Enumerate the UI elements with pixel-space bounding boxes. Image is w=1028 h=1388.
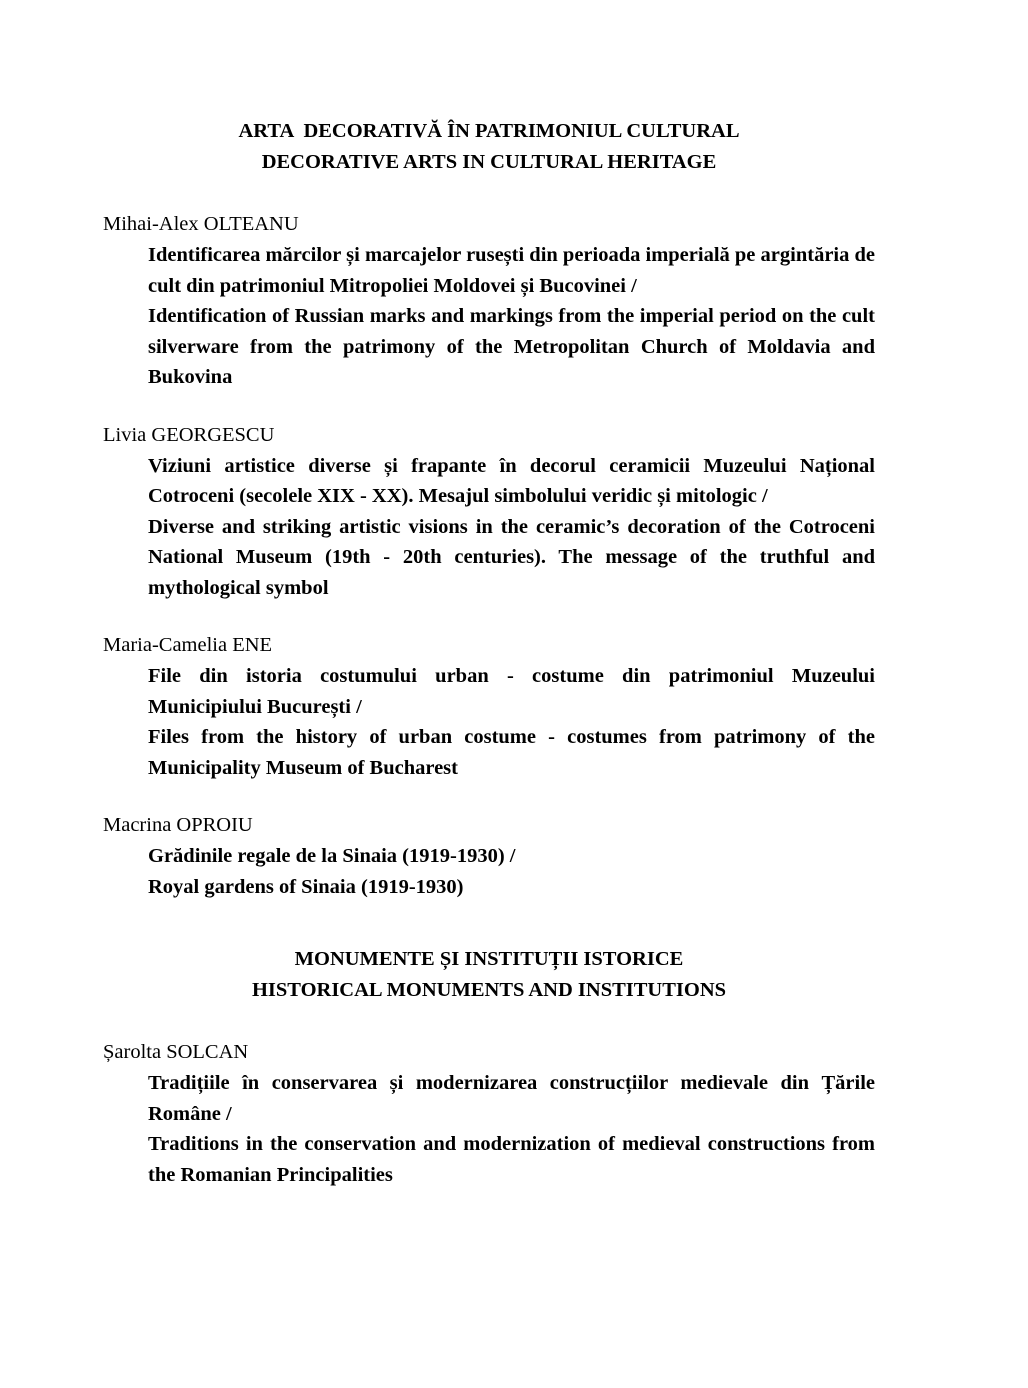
- author-name: Macrina OPROIU: [103, 814, 253, 836]
- heading-line-romanian: MONUMENTE ȘI INSTITUȚII ISTORICE: [294, 948, 684, 970]
- entry-ene: [103, 630, 875, 783]
- heading-line-romanian: ARTA DECORATIVĂ ÎN PATRIMONIUL CULTURAL: [238, 120, 740, 142]
- title-romanian: Grădinile regale de la Sinaia (1919-1930) /: [148, 845, 516, 867]
- author-name: Livia GEORGESCU: [103, 423, 275, 446]
- author-name: Șarolta SOLCAN: [103, 1041, 249, 1063]
- entry-olteanu: [103, 209, 875, 393]
- entry-georgescu: [103, 420, 875, 604]
- section-heading-decorative-arts: [103, 116, 875, 178]
- title-romanian: Identificarea mărcilor și marcajelor rusești din perioada imperială pe argintăria de cult din patrimoniul Mitropoliei Moldovei și Bucovinei /: [148, 244, 875, 297]
- author-name: Mihai-Alex OLTEANU: [103, 213, 299, 235]
- heading-line-english: DECORATIVE ARTS IN CULTURAL HERITAGE: [261, 151, 717, 173]
- entry-solcan: [103, 1037, 875, 1190]
- title-english: Diverse and striking artistic visions in the ceramic’s decoration of the Cotroceni National Museum (19th - 20th centuries). The message of the truthful and mythological symbol: [148, 515, 875, 599]
- section-heading-historical-monuments: [103, 944, 875, 1006]
- author-name: Maria-Camelia ENE: [103, 634, 273, 656]
- title-english: Files from the history of urban costume - costumes from patrimony of the Municipality Museum of Bucharest: [148, 726, 875, 779]
- title-english: Identification of Russian marks and markings from the imperial period on the cult silverware from the patrimony of the Metropolitan Church of Moldavia and Bukovina: [148, 305, 875, 388]
- title-romanian: File din istoria costumului urban - costume din patrimoniul Muzeului Municipiului București /: [148, 665, 875, 718]
- title-romanian: Viziuni artistice diverse și frapante în decorul ceramicii Muzeului Național Cotroceni (secolele XIX - XX). Mesajul simbolului veridic și mitologic /: [148, 454, 875, 507]
- title-english: Traditions in the conservation and modernization of medieval constructions from the Romanian Principalities: [148, 1133, 875, 1186]
- entry-oproiu: [103, 810, 875, 902]
- title-english: Royal gardens of Sinaia (1919-1930): [148, 875, 464, 898]
- title-romanian: Tradițiile în conservarea și modernizarea construcțiilor medievale din Țările Române /: [148, 1072, 875, 1125]
- heading-line-english: HISTORICAL MONUMENTS AND INSTITUTIONS: [251, 979, 727, 1001]
